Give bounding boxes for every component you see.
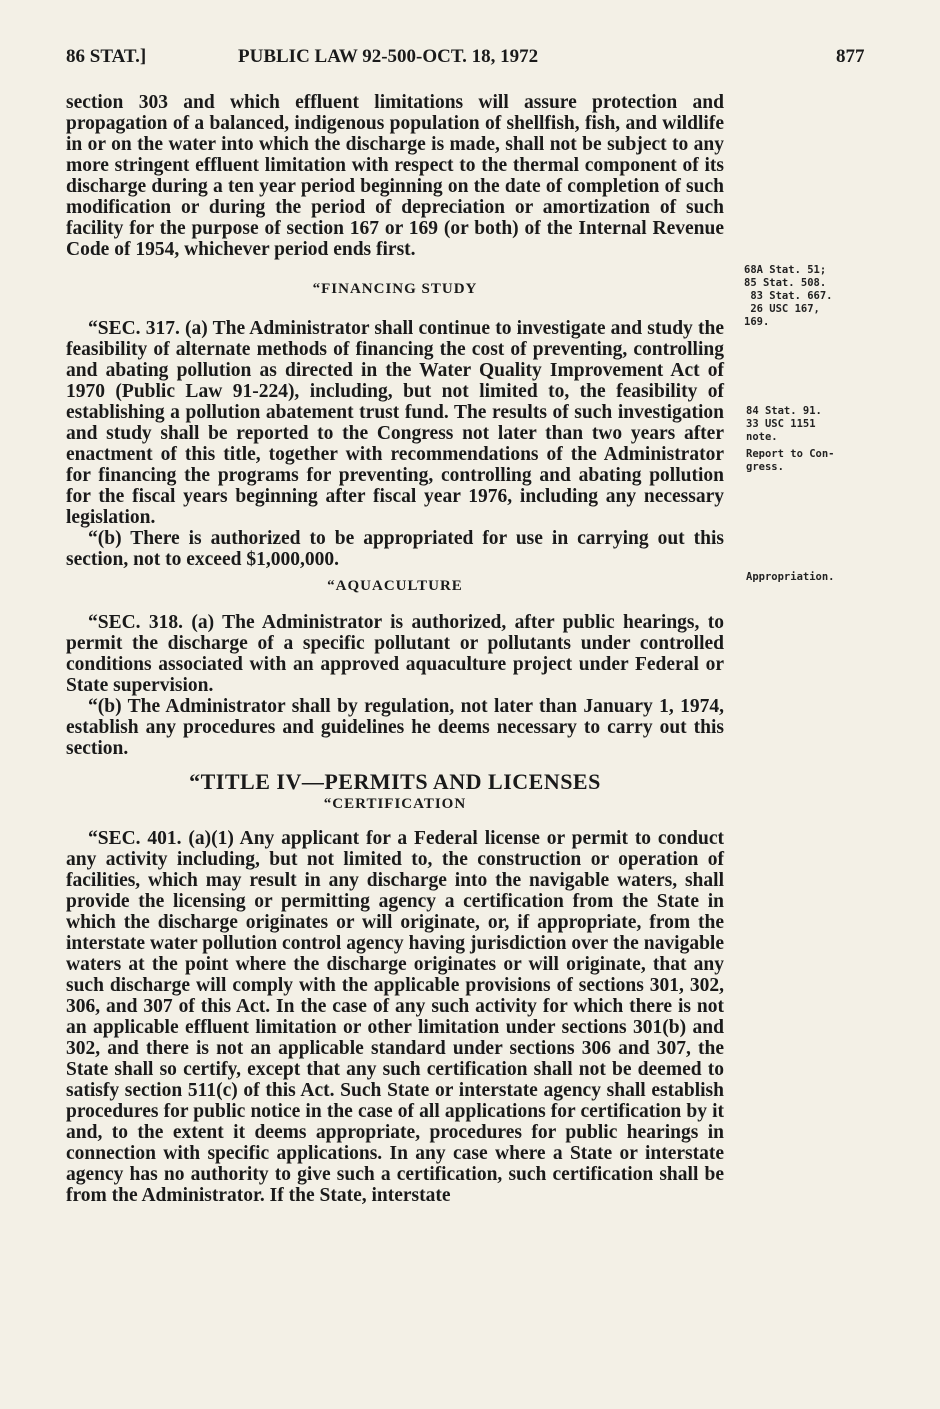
heading-certification: “CERTIFICATION: [323, 796, 467, 812]
paragraph-sec-318b: “(b) The Administrator shall by regulation, not later than January 1, 1974, establish any procedures and guidelines he deems necessary to carry out this section.: [66, 696, 724, 759]
margin-note-citations-1: 68A Stat. 51; 85 Stat. 508. 83 Stat. 667. 26 USC 167, 169.: [744, 264, 833, 328]
paragraph-section-316-end: section 303 and which effluent limitations will assure protection and propagation of a balanced, indigenous population of shellfish, fish, and wildlife in or on the water into which the discharge is made, shall not be subject to any more stringent effluent limitation with respect to the thermal component of its discharge during a ten year period beginning on the date of completion of such modification or during the period of depreciation or amortization of such facility for the purpose of section 167 or 169 (or both) of the Internal Revenue Code of 1954, whichever period ends first.: [66, 92, 724, 260]
title-iv-heading: “TITLE IV—PERMITS AND LICENSES: [189, 769, 601, 794]
paragraph-sec-317a: “SEC. 317. (a) The Administrator shall continue to investigate and study the feasibility of alternate methods of financing the cost of preventing, controlling and abating pollution as directed in the Water Quality Improvement Act of 1970 (Public Law 91-224), including, but not limited to, the feasibility of establishing a pollution abatement trust fund. The results of such investigation and study shall be reported to the Congress not later than two years after enactment of this title, together with recommendations of the Administrator for financing the programs for preventing, controlling and abating pollution for the fiscal years beginning after fiscal year 1976, including any necessary legislation.: [66, 318, 724, 528]
running-header: PUBLIC LAW 92-500-OCT. 18, 1972: [238, 46, 539, 67]
main-column: [66, 92, 724, 1206]
statute-volume: 86 STAT.]: [66, 46, 147, 67]
heading-financing-study: “FINANCING STUDY: [312, 281, 478, 297]
margin-note-citations-2: 84 Stat. 91. 33 USC 1151 note.: [746, 405, 822, 443]
margin-note-appropriation: Appropriation.: [746, 571, 835, 583]
page-number: 877: [836, 46, 865, 67]
margin-note-report: Report to Con- gress.: [746, 448, 835, 473]
paragraph-sec-318a: “SEC. 318. (a) The Administrator is authorized, after public hearings, to permit the discharge of a specific pollutant or pollutants under controlled conditions associated with an approved aquaculture project under Federal or State supervision.: [66, 612, 724, 696]
paragraph-sec-401a: “SEC. 401. (a)(1) Any applicant for a Federal license or permit to conduct any activity including, but not limited to, the construction or operation of facilities, which may result in any discharge into the navigable waters, shall provide the licensing or permitting agency a certification from the State in which the discharge originates or will originate, or, if appropriate, from the interstate water pollution control agency having jurisdiction over the navigable waters at the point where the discharge originates or will originate, that any such discharge will comply with the applicable provisions of sections 301, 302, 306, and 307 of this Act. In the case of any such activity for which there is not an applicable effluent limitation or other limitation under sections 301(b) and 302, and there is not an applicable standard under sections 306 and 307, the State shall so certify, except that any such certification shall not be deemed to satisfy section 511(c) of this Act. Such State or interstate agency shall establish procedures for public notice in the case of all applications for certification by it and, to the extent it deems appropriate, procedures for public hearings in connection with specific applications. In any case where a State or interstate agency has no authority to give such a certification, such certification shall be from the Administrator. If the State, interstate: [66, 828, 724, 1206]
heading-aquaculture: “AQUACULTURE: [327, 578, 463, 594]
paragraph-sec-317b: “(b) There is authorized to be appropriated for use in carrying out this section, not to exceed $1,000,000.: [66, 528, 724, 570]
